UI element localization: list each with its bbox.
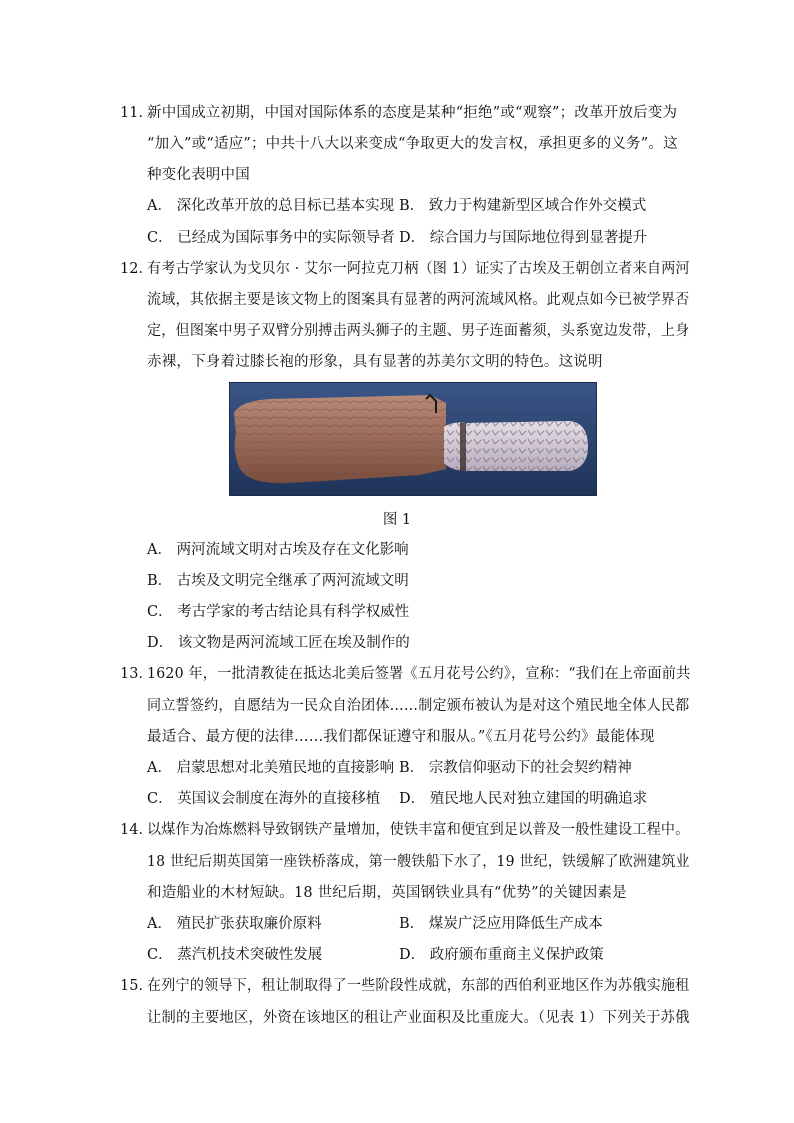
option-c[interactable]: C． 英国议会制度在海外的直接移植 xyxy=(147,791,381,807)
question-text-line: 18 世纪后期英国第一座铁桥落成，第一艘铁船下水了，19 世纪，铁缓解了欧洲建筑业 xyxy=(147,854,690,870)
question-text-line: 同立誓签约，自愿结为一民众自治团体……制定颁布被认为是对这个殖民地全体人民都 xyxy=(147,698,690,714)
option-c[interactable]: C． 考古学家的考古结论具有科学权威性 xyxy=(147,604,410,620)
question-number: 13． xyxy=(120,666,153,682)
question-number: 15． xyxy=(120,978,153,994)
option-b[interactable]: B． 古埃及文明完全继承了两河流域文明 xyxy=(147,573,409,589)
question-text-line: “加入”或“适应”；中共十八大以来变成“争取更大的发言权，承担更多的义务”。这 xyxy=(147,136,678,152)
question-text-line: 1620 年，一批清教徒在抵达北美后签署《五月花号公约》，宣称：“我们在上帝面前共 xyxy=(147,666,691,682)
question-text-line: 赤裸，下身着过膝长袍的形象，具有显著的苏美尔文明的特色。这说明 xyxy=(147,354,603,370)
option-b[interactable]: B． 煤炭广泛应用降低生产成本 xyxy=(399,916,603,932)
question-text-line: 种变化表明中国 xyxy=(147,167,250,183)
question-text-line: 定，但图案中男子双臂分别搏击两头狮子的主题、男子连面蓄须，头系宽边发带，上身 xyxy=(147,323,690,339)
option-d[interactable]: D． 政府颁布重商主义保护政策 xyxy=(399,947,604,963)
figure-knife-image xyxy=(229,382,597,496)
question-text-line: 流域，其依据主要是该文物上的图案具有显著的两河流域风格。此观点如今已被学界否 xyxy=(147,292,690,308)
question-text-line: 和造船业的木材短缺。18 世纪后期，英国钢铁业具有“优势”的关键因素是 xyxy=(147,885,627,901)
option-d[interactable]: D． 综合国力与国际地位得到显著提升 xyxy=(399,230,648,246)
question-text-line: 以煤作为冶炼燃料导致钢铁产量增加，使铁丰富和便宜到足以普及一般性建设工程中。 xyxy=(147,822,690,838)
figure-caption: 图 1 xyxy=(382,512,412,528)
question-number: 12． xyxy=(120,261,153,277)
option-d[interactable]: D． 该文物是两河流域工匠在埃及制作的 xyxy=(147,635,410,651)
option-a[interactable]: A． 深化改革开放的总目标已基本实现 xyxy=(147,198,395,214)
question-text-line: 新中国成立初期，中国对国际体系的态度是某种“拒绝”或“观察”；改革开放后变为 xyxy=(147,105,678,121)
option-c[interactable]: C． 已经成为国际事务中的实际领导者 xyxy=(147,230,395,246)
option-d[interactable]: D． 殖民地人民对独立建国的明确追求 xyxy=(399,791,648,807)
option-a[interactable]: A． 殖民扩张获取廉价原料 xyxy=(147,916,322,932)
option-a[interactable]: A． 两河流域文明对古埃及存在文化影响 xyxy=(147,542,409,558)
question-text-line: 最适合、最方便的法律……我们都保证遵守和服从。”《五月花号公约》最能体现 xyxy=(147,729,655,745)
question-number: 14． xyxy=(120,822,153,838)
option-c[interactable]: C． 蒸汽机技术突破性发展 xyxy=(147,947,323,963)
option-b[interactable]: B． 宗教信仰驱动下的社会契约精神 xyxy=(399,760,632,776)
knife-illustration xyxy=(230,383,596,495)
question-text-line: 让制的主要地区，外资在该地区的租让产业面积及比重庞大。（见表 1）下列关于苏俄 xyxy=(147,1010,690,1026)
option-a[interactable]: A． 启蒙思想对北美殖民地的直接影响 xyxy=(147,760,395,776)
option-b[interactable]: B． 致力于构建新型区域合作外交模式 xyxy=(399,198,647,214)
question-number: 11． xyxy=(120,105,153,121)
question-text-line: 在列宁的领导下，租让制取得了一些阶段性成就，东部的西伯利亚地区作为苏俄实施租 xyxy=(147,978,690,994)
question-text-line: 有考古学家认为戈贝尔 · 艾尔一阿拉克刀柄（图 1）证实了古埃及王朝创立者来自两河 xyxy=(147,261,690,277)
